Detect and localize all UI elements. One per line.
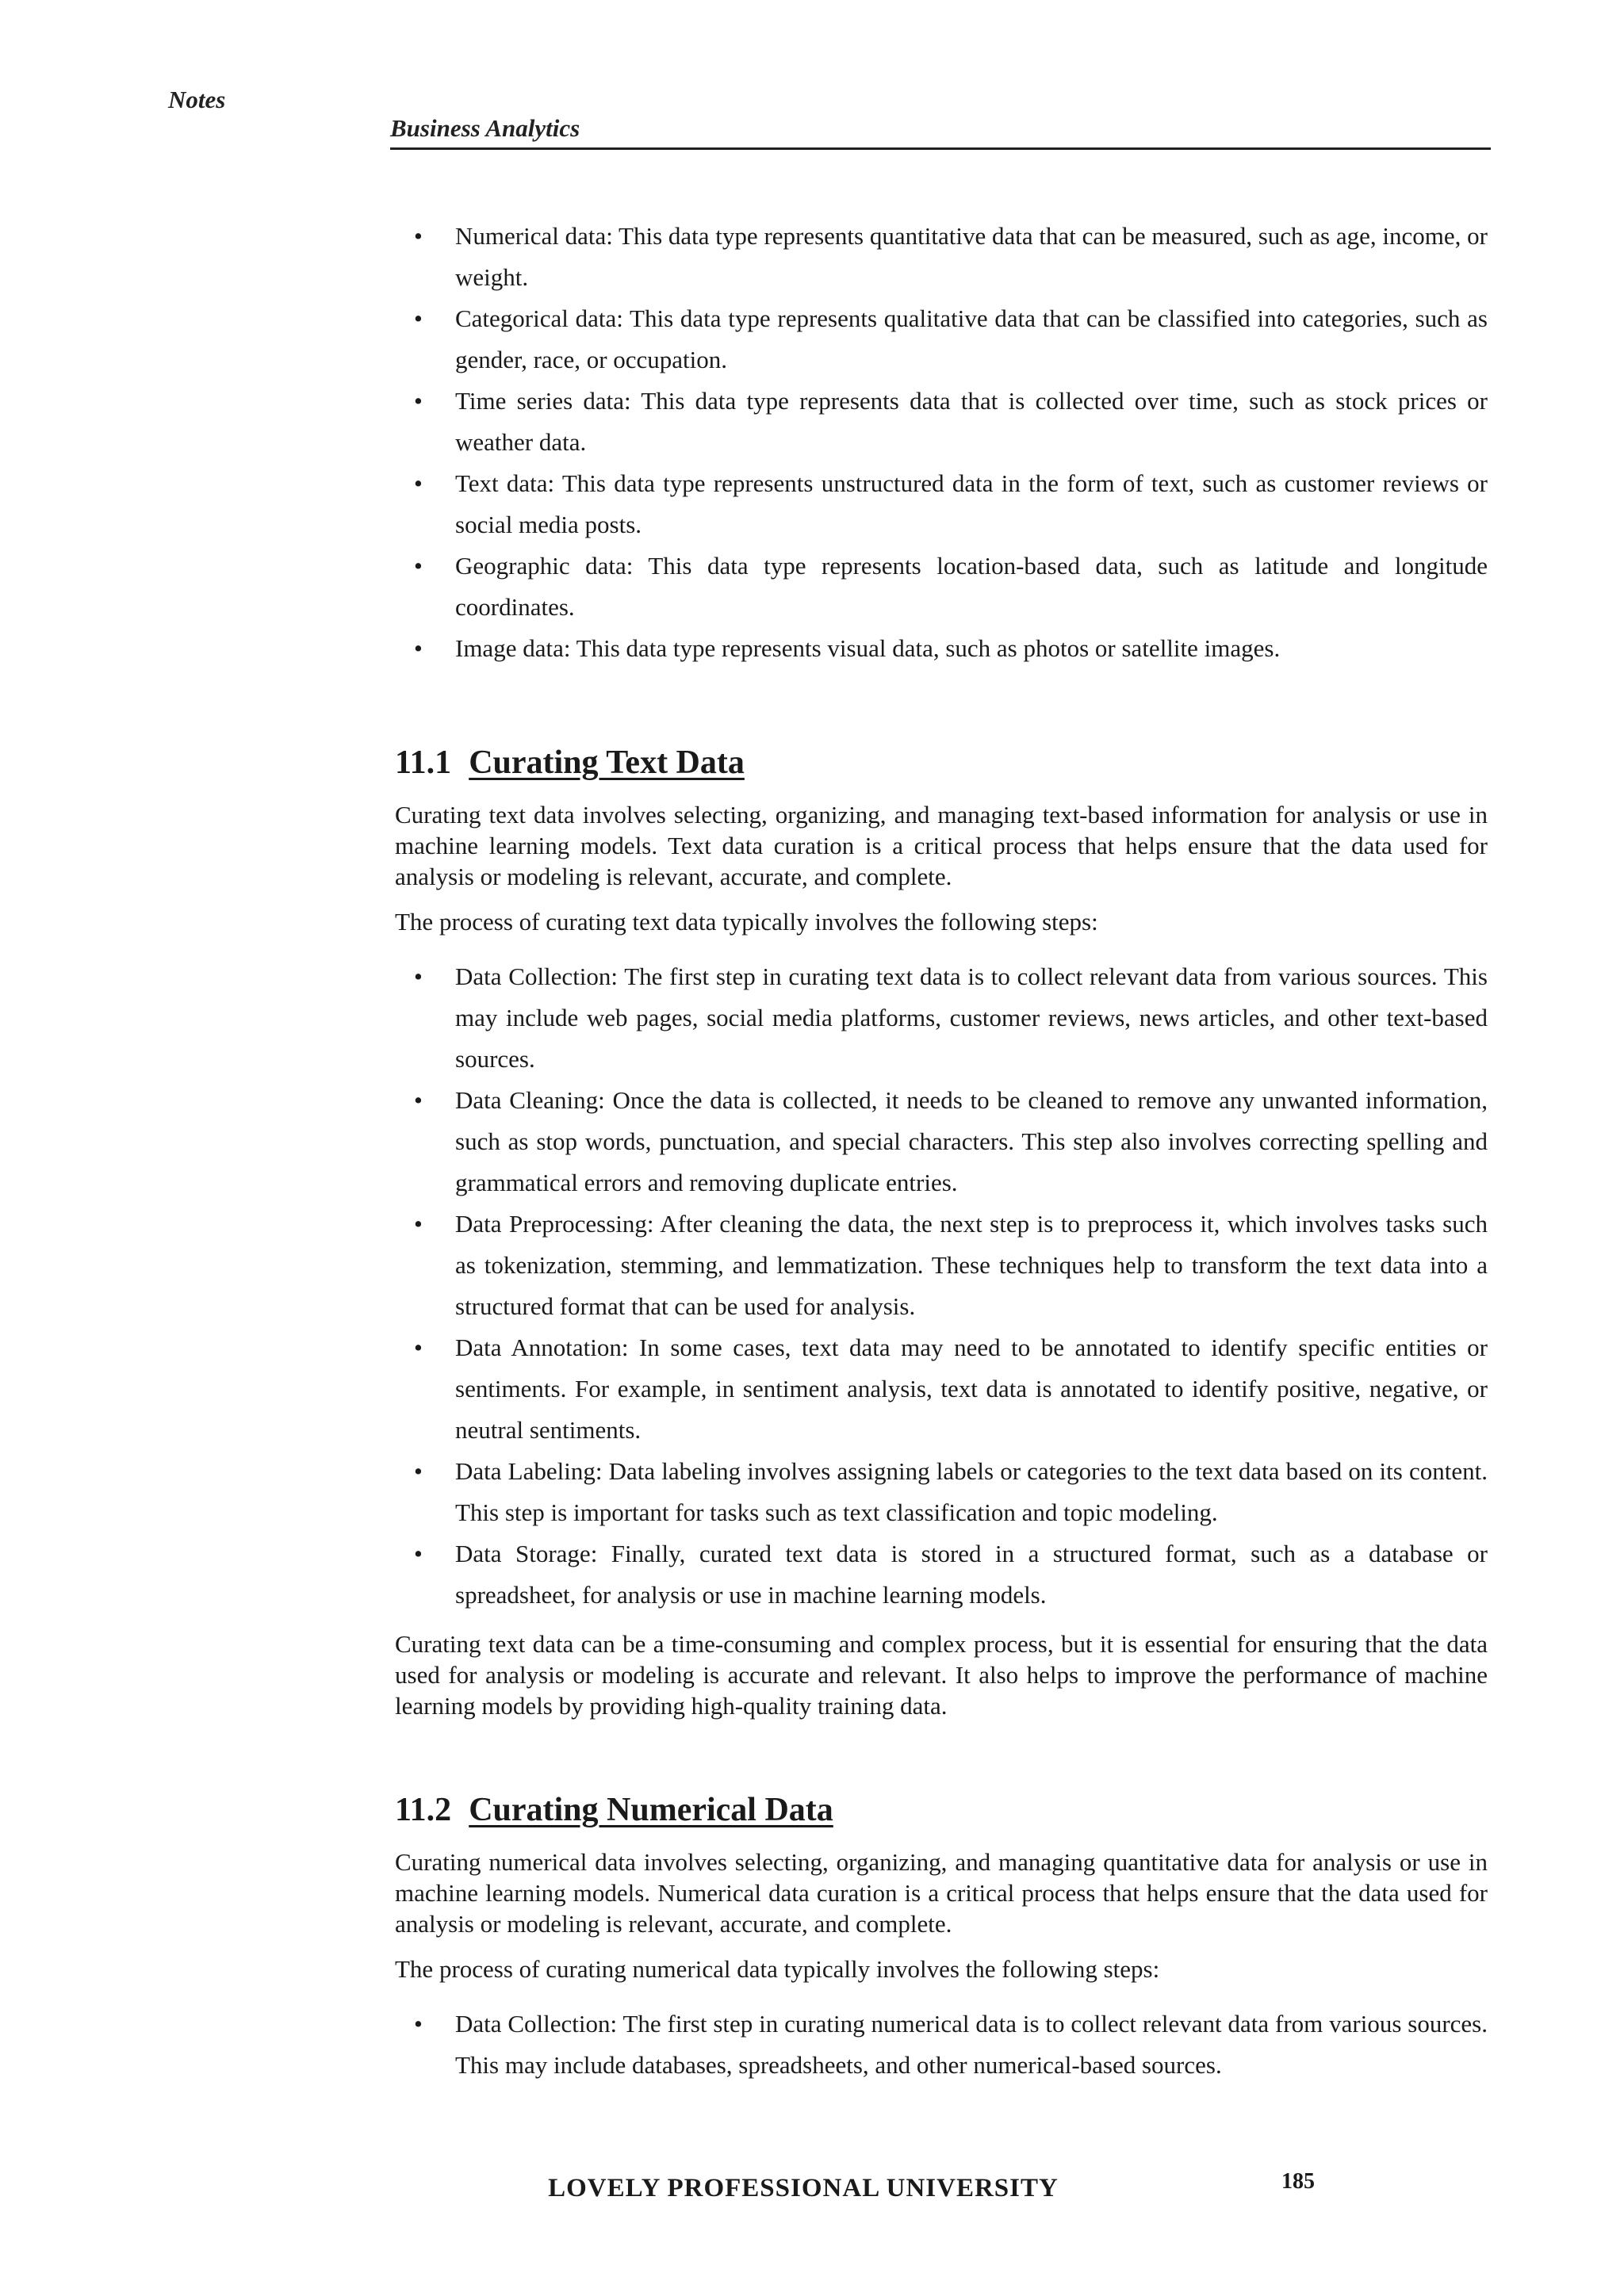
paragraph: Curating numerical data involves selecting, organizing, and managing quantitative data for analysis or use in machine learning models. Numerical data curation is a critical process that helps ensure that the data used for analysis or modeling is relevant, accurate, and complete. — [395, 1848, 1488, 1938]
list-item: • Data Collection: The first step in curating text data is to collect relevant data from various sources. This may include web pages, social media platforms, customer reviews, news articles, and other text-based sources. — [395, 956, 1488, 1080]
list-item: • Data Preprocessing: After cleaning the data, the next step is to preprocess it, which involves tasks such as tokenization, stemming, and lemmatization. These techniques help to transform the text data into a structured format that can be used for analysis. — [395, 1203, 1488, 1327]
list-item: • Data Storage: Finally, curated text data is stored in a structured format, such as a database or spreadsheet, for analysis or use in machine learning models. — [395, 1533, 1488, 1616]
section-title: Curating Numerical Data — [469, 1792, 833, 1828]
section-title: Curating Text Data — [469, 744, 745, 781]
list-item: • Numerical data: This data type represents quantitative data that can be measured, such as age, income, or weight. — [395, 216, 1488, 298]
section-heading-11-1 — [395, 742, 1488, 783]
margin-notes-label: Notes — [168, 86, 226, 113]
list-item: • Time series data: This data type represents data that is collected over time, such as stock prices or weather data. — [395, 381, 1488, 463]
text-curation-steps-list — [395, 956, 1488, 1616]
paragraph: The process of curating numerical data typically involves the following steps: — [395, 1955, 1160, 1983]
page-number: 185 — [1281, 2169, 1315, 2194]
section-number: 11.2 — [395, 1792, 452, 1828]
list-item: • Data Cleaning: Once the data is collected, it needs to be cleaned to remove any unwanted information, such as stop words, punctuation, and special characters. This step also involves correcting spelling and grammatical errors and removing duplicate entries. — [395, 1080, 1488, 1203]
list-item: • Geographic data: This data type represents location-based data, such as latitude and longitude coordinates. — [395, 545, 1488, 628]
section-number: 11.1 — [395, 744, 452, 781]
list-item: • Data Labeling: Data labeling involves assigning labels or categories to the text data based on its content. This step is important for tasks such as text classification and topic modeling. — [395, 1451, 1488, 1533]
section-heading-11-2 — [395, 1789, 1488, 1831]
numerical-curation-steps-list — [395, 2003, 1488, 2086]
paragraph: The process of curating text data typically involves the following steps: — [395, 908, 1098, 936]
list-item: • Categorical data: This data type represents qualitative data that can be classified into categories, such as gender, race, or occupation. — [395, 298, 1488, 381]
intro-bullet-list — [395, 216, 1488, 669]
list-item: • Text data: This data type represents unstructured data in the form of text, such as customer reviews or social media posts. — [395, 463, 1488, 545]
paragraph: Curating text data can be a time-consuming and complex process, but it is essential for ensuring that the data used for analysis or modeling is accurate and relevant. It also helps to improve the performance of machine learning models by providing high-quality training data. — [395, 1630, 1488, 1720]
footer-university: LOVELY PROFESSIONAL UNIVERSITY — [548, 2174, 1059, 2202]
list-item: • Image data: This data type represents visual data, such as photos or satellite images. — [395, 628, 1488, 669]
list-item: • Data Annotation: In some cases, text data may need to be annotated to identify specific entities or sentiments. For example, in sentiment analysis, text data is annotated to identify positive, negative, or neutral sentiments. — [395, 1327, 1488, 1451]
page-content — [395, 216, 1488, 2086]
list-item: • Data Collection: The first step in curating numerical data is to collect relevant data from various sources. This may include databases, spreadsheets, and other numerical-based sources. — [395, 2003, 1488, 2086]
paragraph: Curating text data involves selecting, organizing, and managing text-based information for analysis or use in machine learning models. Text data curation is a critical process that helps ensure that the data used for analysis or modeling is relevant, accurate, and complete. — [395, 801, 1488, 890]
running-header: Business Analytics — [390, 114, 1491, 150]
